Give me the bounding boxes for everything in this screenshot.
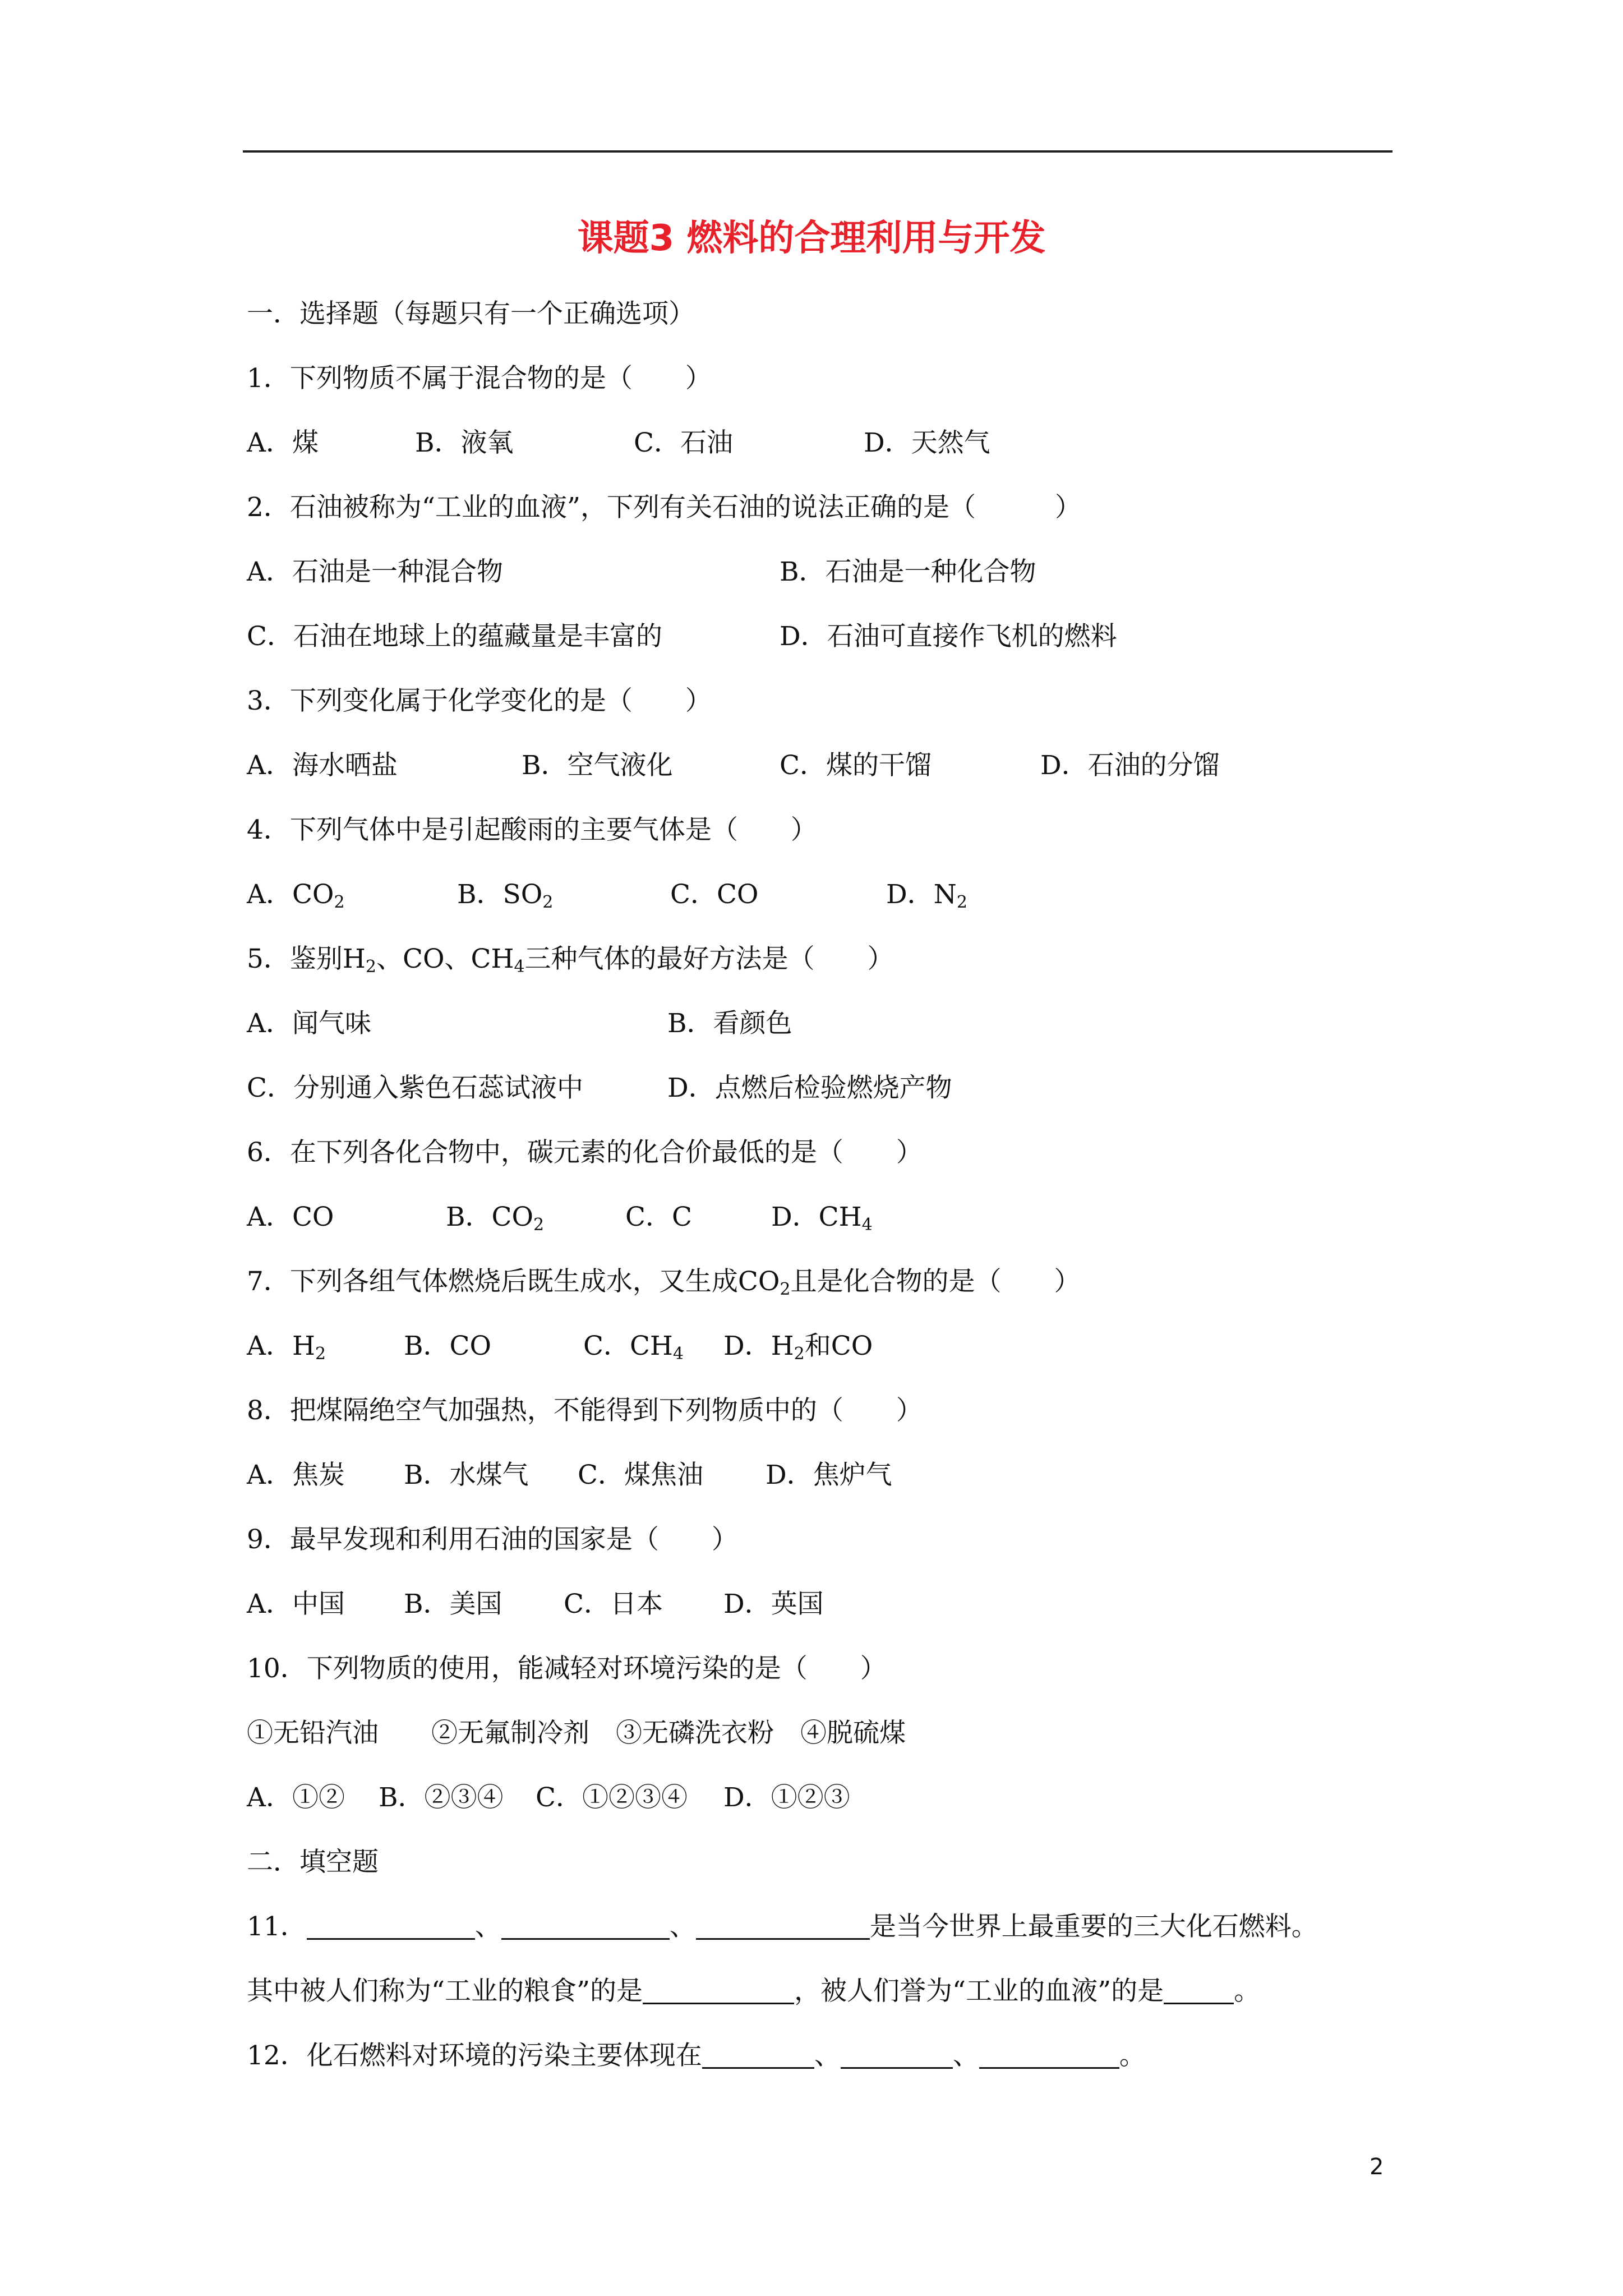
question-11-line2: 其中被人们称为“工业的粮食”的是 ，被人们誉为“工业的血液”的是 。: [247, 1976, 1261, 2007]
option-b: B．$SO_2$: [457, 879, 554, 912]
answer-blank[interactable]: [501, 1912, 670, 1940]
question-7: 7．下列各组气体燃烧后既生成水，又生成$CO_2$且是化合物的是（ ）: [247, 1266, 1081, 1299]
question-2: 2．石油被称为“工业的血液”，下列有关石油的说法正确的是（ ）: [247, 492, 1081, 523]
question-9: 9．最早发现和利用石油的国家是（ ）: [247, 1524, 738, 1555]
option-a: A．①②: [247, 1782, 345, 1813]
section-heading: 二．填空题: [247, 1847, 379, 1878]
option-c: C．分别通入紫色石蕊试液中: [247, 1073, 583, 1103]
option-c: C．煤焦油: [578, 1460, 703, 1490]
option-c: C．日本: [564, 1589, 663, 1619]
question-10: 10．下列物质的使用，能减轻对环境污染的是（ ）: [247, 1653, 887, 1684]
question-3: 3．下列变化属于化学变化的是（ ）: [247, 685, 712, 716]
option-c: C．CO: [670, 879, 759, 910]
option-a: A．中国: [247, 1589, 345, 1619]
option-a: A．煤: [247, 427, 319, 458]
option-b: B．$CO_2$: [446, 1202, 545, 1235]
option-d: D．石油可直接作飞机的燃料: [780, 621, 1117, 652]
option-c: C．C: [625, 1202, 692, 1232]
option-d: D．①②③: [723, 1782, 850, 1813]
option-c: C．①②③④: [536, 1782, 688, 1813]
option-b: B．CO: [404, 1331, 492, 1361]
option-d: D．焦炉气: [766, 1460, 892, 1490]
option-d: D．点燃后检验燃烧产物: [667, 1073, 952, 1103]
question-8: 8．把煤隔绝空气加强热，不能得到下列物质中的（ ）: [247, 1395, 923, 1426]
option-d: D．$N_2$: [886, 879, 967, 912]
q10-items: ①无铅汽油 ②无氟制冷剂 ③无磷洗衣粉 ④脱硫煤: [247, 1718, 906, 1749]
option-a: A．海水晒盐: [247, 750, 398, 781]
option-c: C．煤的干馏: [780, 750, 932, 781]
option-d: D．天然气: [864, 427, 990, 458]
option-a: A．CO: [247, 1202, 334, 1232]
answer-blank[interactable]: [307, 1912, 475, 1940]
question-6: 6．在下列各化合物中，碳元素的化合价最低的是（ ）: [247, 1137, 923, 1168]
answer-blank[interactable]: [643, 1977, 794, 2004]
option-a: A．$CO_2$: [247, 879, 345, 912]
question-1: 1．下列物质不属于混合物的是（ ）: [247, 363, 712, 394]
answer-blank[interactable]: [702, 2041, 814, 2069]
option-a: A．石油是一种混合物: [247, 556, 503, 587]
answer-blank[interactable]: [696, 1912, 870, 1940]
option-c: C．$CH_4$: [583, 1331, 684, 1364]
answer-blank[interactable]: [1164, 1977, 1234, 2004]
header-rule: [243, 150, 1393, 153]
option-d: D．$CH_4$: [771, 1202, 873, 1235]
option-a: A．焦炭: [247, 1460, 345, 1490]
option-b: B．水煤气: [404, 1460, 529, 1490]
option-d: D．石油的分馏: [1040, 750, 1220, 781]
option-c: C．石油: [634, 427, 733, 458]
answer-blank[interactable]: [841, 2041, 953, 2069]
question-5: 5．鉴别$H_2$、CO、$CH_4$三种气体的最好方法是（ ）: [247, 944, 894, 977]
option-a: A．闻气味: [247, 1008, 371, 1039]
answer-blank[interactable]: [979, 2041, 1119, 2069]
option-b: B．看颜色: [667, 1008, 792, 1039]
page-number: 2: [1370, 2154, 1384, 2180]
question-12: 12．化石燃料对环境的污染主要体现在 、 、 。: [247, 2040, 1146, 2071]
question-11: 11． 、 、 是当今世界上最重要的三大化石燃料。: [247, 1911, 1318, 1942]
page-title: 课题3 燃料的合理利用与开发: [577, 218, 1046, 259]
option-b: B．石油是一种化合物: [780, 556, 1036, 587]
option-d: D．$H_2$和CO: [723, 1331, 873, 1364]
section-heading: 一．选择题（每题只有一个正确选项）: [247, 298, 695, 329]
option-b: B．美国: [404, 1589, 502, 1619]
question-4: 4．下列气体中是引起酸雨的主要气体是（ ）: [247, 815, 817, 845]
option-b: B．空气液化: [522, 750, 673, 781]
option-a: A．$H_2$: [247, 1331, 326, 1364]
option-b: B．液氧: [415, 427, 514, 458]
option-c: C．石油在地球上的蕴藏量是丰富的: [247, 621, 662, 652]
option-b: B．②③④: [379, 1782, 504, 1813]
option-d: D．英国: [723, 1589, 824, 1619]
